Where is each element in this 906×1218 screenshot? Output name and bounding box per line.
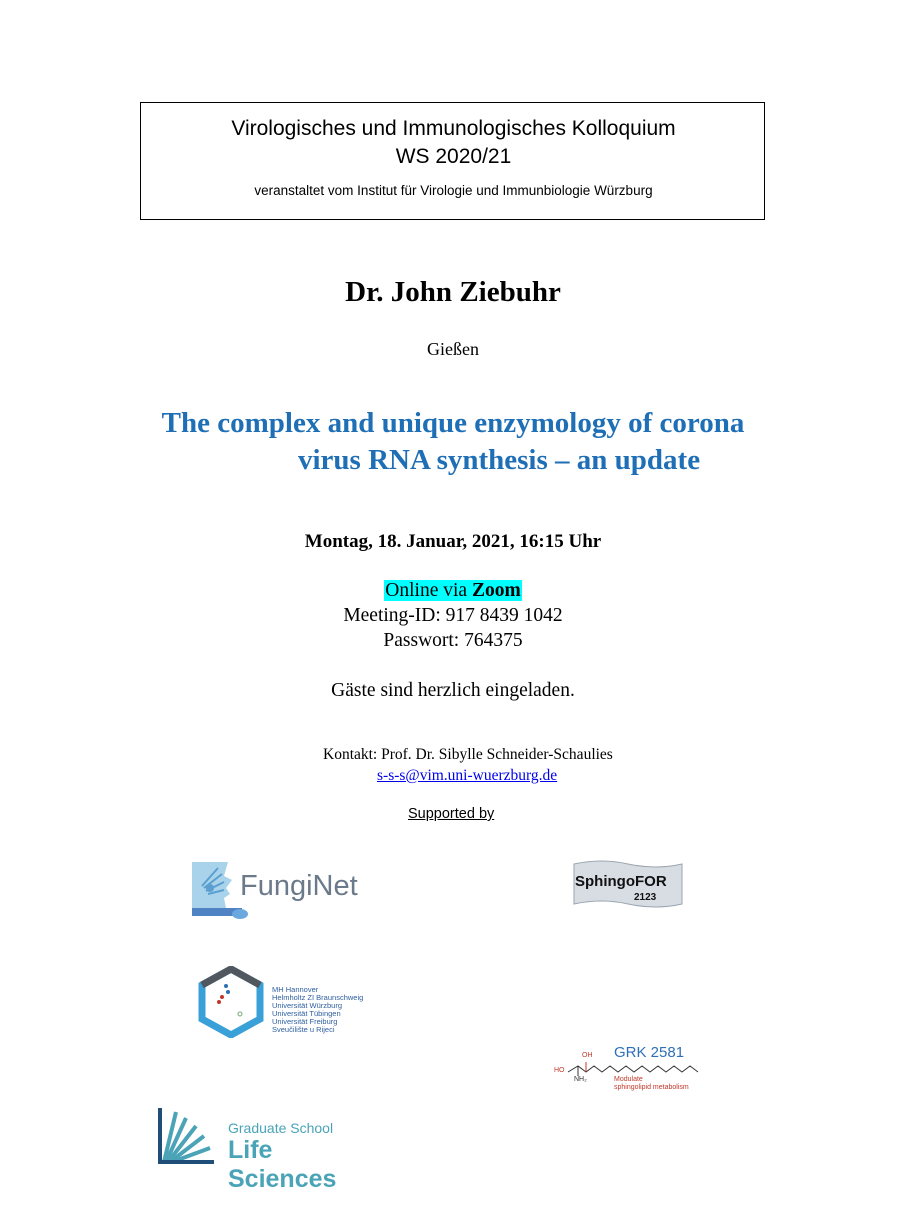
hexagon-partner-list: [272, 986, 363, 1034]
sphingofor-text: SphingoFOR: [575, 873, 667, 890]
hexagon-icon: [196, 966, 266, 1038]
organizer: veranstaltet vom Institut für Virologie und Immunbiologie Würzburg: [254, 183, 653, 198]
supported-by-heading: Supported by: [408, 806, 495, 822]
grk-subtitle: [614, 1076, 689, 1092]
contact-label: Kontakt: Prof. Dr. Sibylle Schneider-Schaulies: [323, 746, 613, 763]
sphingofor-logo: [572, 858, 684, 910]
event-date: Montag, 18. Januar, 2021, 16:15 Uhr: [304, 531, 602, 552]
meeting-password: Passwort: 764375: [383, 630, 523, 651]
funginet-logo: [188, 858, 373, 926]
grk-subtitle-1: Modulate: [614, 1076, 643, 1083]
grk-nh2-label: NH₂: [574, 1076, 587, 1083]
online-highlight: [384, 580, 521, 601]
meeting-id: Meeting-ID: 917 8439 1042: [343, 605, 563, 626]
funginet-text: FungiNet: [240, 870, 358, 902]
talk-title-line2: virus RNA synthesis – an update: [298, 444, 701, 476]
speaker-city: Gießen: [427, 339, 479, 359]
partner-2: Helmholtz ZI Braunschweig: [272, 993, 364, 1002]
semester: WS 2020/21: [395, 145, 512, 168]
talk-title-line1: The complex and unique enzymology of corona: [161, 407, 745, 439]
gs-rays-icon: [156, 1106, 216, 1164]
grk-ho-label: HO: [554, 1067, 565, 1074]
header-box: [140, 102, 765, 220]
grk-oh-label: OH: [582, 1052, 593, 1059]
funginet-icon: [188, 858, 248, 926]
gs-line1: Graduate School: [228, 1120, 334, 1136]
partner-3: Universität Würzburg: [272, 1001, 343, 1010]
guests-welcome: Gäste sind herzlich eingeladen.: [331, 680, 575, 701]
hexagon-consortium-logo: [196, 966, 376, 1038]
zoom-label: Zoom: [471, 580, 521, 601]
online-line: [0, 580, 906, 602]
graduate-school-logo: [156, 1106, 386, 1193]
partner-1: MH Hannover: [272, 985, 319, 994]
partner-6: Sveučilište u Rijeci: [272, 1025, 335, 1034]
grk-title: GRK 2581: [614, 1044, 685, 1061]
grk-2581-logo: [552, 1042, 706, 1098]
speaker-name: Dr. John Ziebuhr: [345, 276, 561, 308]
partner-4: Universität Tübingen: [272, 1009, 341, 1018]
partner-5: Universität Freiburg: [272, 1017, 338, 1026]
online-prefix: Online via: [385, 580, 472, 601]
contact-email-link[interactable]: s-s-s@vim.uni-wuerzburg.de: [377, 767, 558, 784]
grk-subtitle-2: sphingolipid metabolism: [614, 1084, 689, 1091]
colloquium-title: Virologisches und Immunologisches Kolloquium: [231, 117, 676, 140]
sphingofor-number: 2123: [634, 892, 657, 903]
gs-line2: Life Sciences: [228, 1136, 337, 1193]
